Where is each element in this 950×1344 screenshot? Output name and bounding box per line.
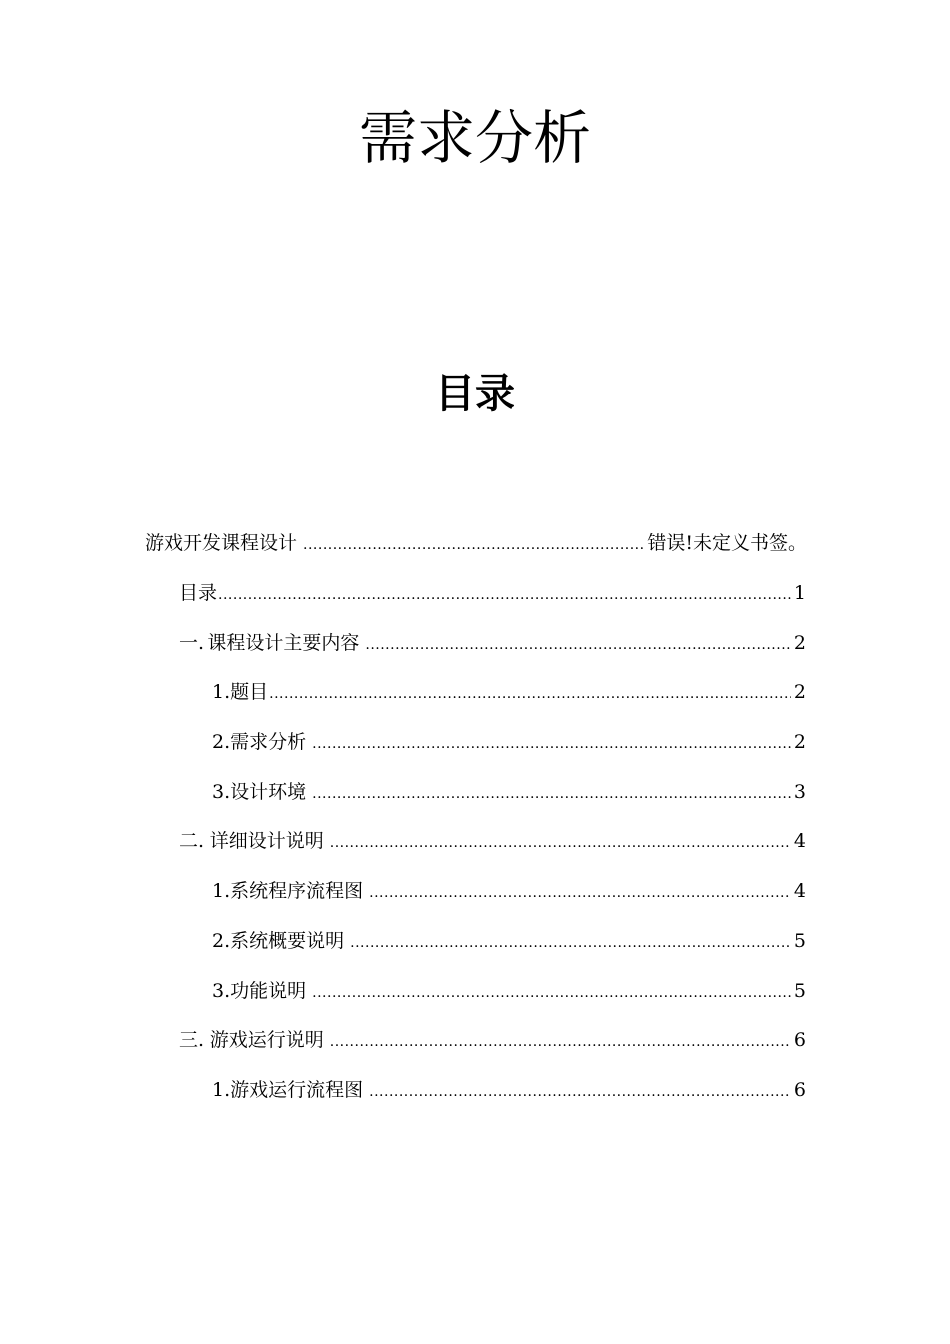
toc-entry-page: 3	[793, 781, 806, 803]
toc-entry-text: 设计环境	[230, 781, 307, 803]
toc-entry-page: 1	[793, 582, 806, 604]
toc-entry[interactable]	[212, 677, 806, 707]
toc-leader	[330, 1027, 791, 1057]
toc-entry-page: 4	[793, 880, 806, 902]
toc-entry-number: 2.	[212, 930, 231, 952]
toc-entry-number: 二.	[179, 830, 205, 852]
toc-entry[interactable]	[212, 876, 806, 906]
toc-leader	[218, 580, 791, 610]
toc-entry-number: 一.	[179, 632, 205, 654]
toc-entry-page: 5	[793, 980, 806, 1002]
toc-entry[interactable]	[212, 976, 806, 1006]
toc-entry-text: 功能说明	[230, 980, 307, 1002]
toc-entry[interactable]	[212, 1075, 806, 1105]
toc-entry-text: 系统程序流程图	[230, 880, 364, 902]
toc-entry[interactable]	[179, 578, 806, 608]
toc-leader	[330, 828, 791, 858]
toc-entry-text: 1.游戏运行流程图	[212, 1079, 364, 1101]
toc-entry-text: 目录	[179, 582, 218, 604]
toc-entry-number: 3.	[212, 781, 231, 803]
toc-entry-page: 6	[793, 1029, 806, 1051]
toc-entry-page: 5	[793, 930, 806, 952]
toc-entry-page: 2	[793, 731, 806, 753]
toc-entry-page: 6	[793, 1079, 806, 1101]
toc-entry-text: 详细设计说明	[209, 830, 324, 852]
toc-entry-number: 三.	[179, 1029, 205, 1051]
toc-entry-text: 题目	[230, 681, 269, 703]
toc-leader	[312, 779, 791, 809]
toc-leader	[312, 978, 791, 1008]
toc-entry-number: 3.	[212, 980, 231, 1002]
toc-entry-number: 1.	[212, 681, 231, 703]
toc-heading: 目录	[435, 371, 515, 417]
toc-entry[interactable]	[145, 528, 807, 558]
toc-entry-page: 4	[793, 830, 806, 852]
toc-leader	[369, 878, 791, 908]
toc-entry[interactable]	[212, 777, 806, 807]
toc-leader	[269, 679, 791, 709]
toc-entry-page: 2	[793, 681, 806, 703]
toc-leader	[365, 630, 791, 660]
toc-entry-page: 错误!未定义书签。	[647, 532, 807, 554]
toc-entry[interactable]	[212, 727, 806, 757]
toc-leader	[369, 1077, 791, 1107]
toc-entry-text: 需求分析	[230, 731, 307, 753]
toc-entry-text: 游戏开发课程设计	[145, 532, 298, 554]
toc-entry[interactable]	[179, 628, 806, 658]
toc-leader	[303, 530, 644, 560]
toc-entry-page: 2	[793, 632, 806, 654]
toc-entry-number: 1.	[212, 880, 231, 902]
toc-entry-text: 课程设计主要内容	[207, 632, 360, 654]
toc-entry[interactable]	[212, 926, 806, 956]
toc-entry-number: 2.	[212, 731, 231, 753]
toc-entry[interactable]	[179, 826, 806, 856]
toc-leader	[350, 928, 791, 958]
toc-entry-text: 游戏运行说明	[209, 1029, 324, 1051]
toc-leader	[312, 729, 791, 759]
page-title: 需求分析	[358, 104, 591, 172]
toc-entry-text: 系统概要说明	[230, 930, 345, 952]
toc-entry[interactable]	[179, 1025, 806, 1055]
